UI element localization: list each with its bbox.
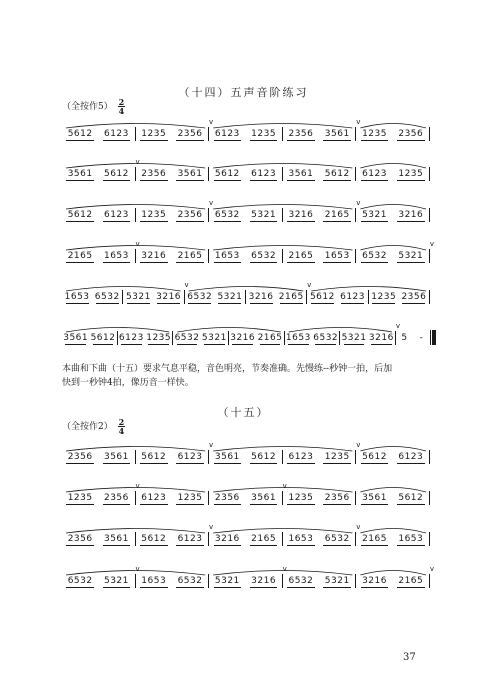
note-group: 3561 <box>63 333 89 343</box>
measure <box>356 240 434 263</box>
fingering-label: （全按作5） <box>62 102 113 112</box>
note-group: 2165 <box>356 534 392 544</box>
measure <box>283 441 361 464</box>
breath-mark: v <box>135 240 140 248</box>
breath-mark: v <box>209 441 214 449</box>
note-group: 5612 <box>98 169 134 179</box>
measure <box>136 523 214 546</box>
note-group: 3561 <box>356 493 392 503</box>
breath-mark: v <box>282 565 287 573</box>
note-group: 5321 <box>215 292 245 302</box>
note-group: 5321 <box>123 292 153 302</box>
measure <box>209 450 283 464</box>
score-row <box>62 118 430 141</box>
note-group: 2356 <box>209 493 245 503</box>
note-group: 3216 <box>246 292 276 302</box>
measure <box>62 565 140 588</box>
measure <box>62 127 136 141</box>
measure <box>229 331 285 345</box>
breath-mark: v <box>209 199 214 207</box>
breath-mark: v <box>356 441 361 449</box>
note-group: 1653 <box>285 333 311 343</box>
note-group: 3561 <box>98 534 134 544</box>
measure <box>285 331 341 345</box>
note-group: 6123 <box>209 129 245 139</box>
breath-mark: v <box>356 523 361 531</box>
note-group: 3561 <box>62 169 98 179</box>
note-group: 5321 <box>393 251 429 261</box>
note-group: 3561 <box>172 169 208 179</box>
note-group: 5321 <box>319 576 355 586</box>
measure <box>283 167 357 181</box>
note-group: 2165 <box>245 534 281 544</box>
note-group: 3216 <box>245 576 281 586</box>
score-row <box>62 441 430 464</box>
score-row <box>62 158 430 181</box>
time-denominator: 4 <box>118 106 125 116</box>
measure <box>136 249 210 263</box>
measure <box>62 158 140 181</box>
measure <box>209 249 283 263</box>
measure <box>62 290 123 304</box>
note-group: 1235 <box>393 169 429 179</box>
time-signature <box>118 418 126 435</box>
note-group: 5612 <box>356 452 392 462</box>
score-row <box>62 523 430 546</box>
note-group: 3216 <box>209 534 245 544</box>
measure <box>62 532 136 546</box>
measure <box>283 249 357 263</box>
note-group: 1653 <box>283 534 319 544</box>
measure <box>283 491 357 505</box>
note-group: 6123 <box>98 129 134 139</box>
section-15-title: （十五） <box>217 406 270 419</box>
measure <box>136 167 210 181</box>
breath-mark: v <box>184 281 189 289</box>
note-group: 6532 <box>313 333 339 343</box>
score-row <box>62 322 430 345</box>
breath-mark: v <box>429 240 434 248</box>
note-group: 6532 <box>185 292 215 302</box>
note-group: 6532 <box>62 576 98 586</box>
note-group: 5321 <box>245 210 281 220</box>
measure <box>246 281 312 304</box>
note-group: 5612 <box>245 452 281 462</box>
note-group: 5321 <box>98 576 134 586</box>
measure <box>356 450 430 464</box>
measure <box>62 482 140 505</box>
note-group: 3216 <box>393 210 429 220</box>
breath-mark: v <box>429 565 434 573</box>
measure <box>369 290 430 304</box>
note-group: 1653 <box>62 292 92 302</box>
fingering-label: （全按作2） <box>62 422 113 432</box>
breath-mark: v <box>209 118 214 126</box>
measure <box>283 199 361 222</box>
note-group: 2356 <box>98 493 134 503</box>
note-group: 6123 <box>172 452 208 462</box>
measure <box>185 290 246 304</box>
note-group: 3216 <box>368 333 394 343</box>
measure <box>209 482 287 505</box>
breath-mark: v <box>307 281 312 289</box>
measure <box>356 565 434 588</box>
note-group: 1653 <box>209 251 245 261</box>
note-group: 3216 <box>230 333 256 343</box>
note-group: 6123 <box>172 534 208 544</box>
measure <box>209 167 283 181</box>
note-group: 6123 <box>136 493 172 503</box>
note-group: 3561 <box>283 169 319 179</box>
measure <box>209 565 287 588</box>
note-group: 1235 <box>319 452 355 462</box>
measure <box>356 532 430 546</box>
note-group: 6123 <box>393 452 429 462</box>
breath-mark: v <box>209 523 214 531</box>
measure <box>209 208 283 222</box>
measure <box>136 118 214 141</box>
final-measure <box>396 331 430 345</box>
note-group: 1235 <box>172 493 208 503</box>
note-group: 2165 <box>319 210 355 220</box>
score-row <box>62 281 430 304</box>
measure <box>62 208 136 222</box>
note-group: 1235 <box>136 210 172 220</box>
note-group: 3216 <box>283 210 319 220</box>
note-group: 5612 <box>62 210 98 220</box>
performance-note-line-1: 本曲和下曲（十五）要求气息平稳，音色明亮，节奏准确。先慢练--秒钟一拍，后加 <box>62 364 393 374</box>
measure <box>307 290 368 304</box>
time-numerator: 2 <box>118 97 125 107</box>
breath-mark: v <box>356 118 361 126</box>
note-group: 5612 <box>307 292 337 302</box>
page-number: 37 <box>403 652 416 663</box>
note-group: 2165 <box>172 251 208 261</box>
note-group: 6123 <box>245 169 281 179</box>
section-14-fingering <box>62 98 125 115</box>
performance-note-line-2: 快到一秒钟4拍，像历音一样快。 <box>62 378 194 388</box>
note-group: 6123 <box>118 333 144 343</box>
note-group: 1653 <box>393 534 429 544</box>
score-row <box>62 565 434 588</box>
note-group: 6532 <box>174 333 200 343</box>
breath-mark: v <box>395 322 401 330</box>
note-group: 2356 <box>172 210 208 220</box>
note-group: 6123 <box>98 210 134 220</box>
note-group: 5612 <box>90 333 116 343</box>
note-group: 1235 <box>146 333 172 343</box>
time-signature <box>118 98 126 115</box>
note-group: 5612 <box>136 534 172 544</box>
note-group: 6532 <box>92 292 122 302</box>
measure <box>123 281 189 304</box>
note-group: 6123 <box>356 169 392 179</box>
note-group: 3561 <box>319 129 355 139</box>
note-group: 1235 <box>283 493 319 503</box>
measure <box>136 441 214 464</box>
breath-mark: v <box>135 158 140 166</box>
note-group: 3561 <box>245 493 281 503</box>
final-note: - <box>419 333 424 343</box>
section-14-title: （十四）五声音阶练习 <box>178 86 309 99</box>
measure <box>356 127 430 141</box>
note-group: 5321 <box>209 576 245 586</box>
note-group: 3216 <box>356 576 392 586</box>
measure <box>136 199 214 222</box>
note-group: 3561 <box>98 452 134 462</box>
breath-mark: v <box>282 482 287 490</box>
measure <box>209 127 283 141</box>
score-row <box>62 240 434 263</box>
note-group: 5612 <box>62 129 98 139</box>
note-group: 2356 <box>393 129 429 139</box>
note-group: 6532 <box>283 576 319 586</box>
measure <box>62 331 118 345</box>
note-group: 1235 <box>136 129 172 139</box>
measure <box>356 208 430 222</box>
breath-mark: v <box>135 482 140 490</box>
note-group: 6532 <box>209 210 245 220</box>
final-barline-thin <box>430 330 431 345</box>
note-group: 5612 <box>136 452 172 462</box>
measure <box>340 322 401 345</box>
measure <box>283 118 361 141</box>
note-group: 2356 <box>136 169 172 179</box>
note-group: 2165 <box>62 251 98 261</box>
note-group: 2165 <box>283 251 319 261</box>
note-group: 1653 <box>98 251 134 261</box>
measure <box>283 574 357 588</box>
note-group: 6123 <box>283 452 319 462</box>
note-group: 5321 <box>356 210 392 220</box>
score-row <box>62 482 430 505</box>
note-group: 1235 <box>369 292 399 302</box>
measure <box>136 574 210 588</box>
note-group: 2356 <box>62 452 98 462</box>
time-numerator: 2 <box>118 417 125 427</box>
measure <box>136 491 210 505</box>
note-group: 2356 <box>283 129 319 139</box>
note-group: 1235 <box>356 129 392 139</box>
note-group: 2165 <box>393 576 429 586</box>
note-group: 3216 <box>154 292 184 302</box>
measure <box>173 331 229 345</box>
note-group: 1653 <box>319 251 355 261</box>
final-barline-thick <box>432 330 436 345</box>
measure <box>62 450 136 464</box>
section-15-fingering <box>62 418 125 435</box>
note-group: 5612 <box>209 169 245 179</box>
note-group: 3216 <box>136 251 172 261</box>
measure <box>283 523 361 546</box>
note-group: 5321 <box>341 333 367 343</box>
breath-mark: v <box>356 199 361 207</box>
note-group: 2356 <box>399 292 429 302</box>
note-group: 6532 <box>356 251 392 261</box>
note-group: 6532 <box>245 251 281 261</box>
breath-mark: v <box>135 565 140 573</box>
final-note: 5 <box>401 333 408 343</box>
note-group: 5321 <box>201 333 227 343</box>
note-group: 6123 <box>337 292 367 302</box>
note-group: 2356 <box>319 493 355 503</box>
score-row <box>62 199 430 222</box>
note-group: 6532 <box>172 576 208 586</box>
note-group: 2356 <box>172 129 208 139</box>
measure <box>62 240 140 263</box>
note-group: 2165 <box>257 333 283 343</box>
note-group: 1235 <box>62 493 98 503</box>
time-denominator: 4 <box>118 426 125 436</box>
note-group: 1653 <box>136 576 172 586</box>
note-group: 2165 <box>276 292 306 302</box>
measure <box>356 167 430 181</box>
note-group: 6532 <box>319 534 355 544</box>
note-group: 1235 <box>245 129 281 139</box>
note-group: 2356 <box>62 534 98 544</box>
note-group: 3561 <box>209 452 245 462</box>
note-group: 5612 <box>393 493 429 503</box>
measure <box>356 491 430 505</box>
measure <box>209 532 283 546</box>
note-group: 5612 <box>319 169 355 179</box>
measure <box>118 331 174 345</box>
